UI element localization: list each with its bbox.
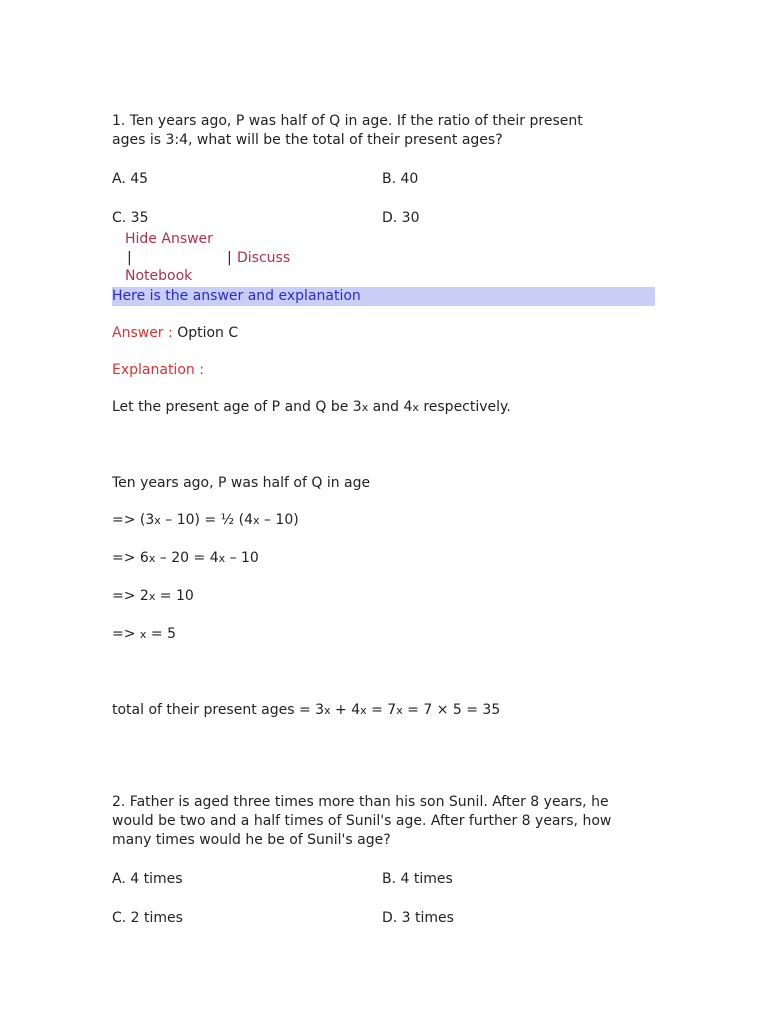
question-2-line-2: would be two and a half times of Sunil's age. After further 8 years, how	[112, 813, 612, 829]
question-1-line-2: ages is 3:4, what will be the total of their present ages?	[112, 132, 503, 148]
link-separator: |	[127, 250, 132, 266]
explanation-line-7: total of their present ages = 3x + 4x = 7x = 7 × 5 = 35	[112, 702, 501, 718]
option-c: C. 35	[112, 210, 149, 226]
explanation-line-1: Let the present age of P and Q be 3x and 4x respectively.	[112, 399, 511, 415]
q2-option-b: B. 4 times	[382, 871, 453, 887]
question-2-line-3: many times would he be of Sunil's age?	[112, 832, 391, 848]
explanation-label: Explanation :	[112, 362, 204, 378]
q2-option-a: A. 4 times	[112, 871, 183, 887]
q2-option-c: C. 2 times	[112, 910, 183, 926]
notebook-link[interactable]: Notebook	[125, 268, 193, 284]
answer-value: Option C	[177, 325, 239, 341]
discuss-separator: |	[227, 250, 232, 266]
question-2-line-1: 2. Father is aged three times more than his son Sunil. After 8 years, he	[112, 794, 609, 810]
discuss-link[interactable]: Discuss	[237, 250, 291, 266]
answer-row	[112, 325, 238, 341]
answer-explanation-bar: Here is the answer and explanation	[112, 287, 655, 306]
answer-label: Answer :	[112, 325, 173, 341]
option-d: D. 30	[382, 210, 420, 226]
question-1-line-1: 1. Ten years ago, P was half of Q in age. If the ratio of their present	[112, 113, 583, 129]
explanation-line-3: => (3x – 10) = ½ (4x – 10)	[112, 512, 299, 528]
option-b: B. 40	[382, 171, 419, 187]
explanation-line-4: => 6x – 20 = 4x – 10	[112, 550, 259, 566]
explanation-line-6: => x = 5	[112, 626, 176, 642]
explanation-line-5: => 2x = 10	[112, 588, 194, 604]
q2-option-d: D. 3 times	[382, 910, 454, 926]
explanation-line-2: Ten years ago, P was half of Q in age	[112, 475, 371, 491]
option-a: A. 45	[112, 171, 149, 187]
hide-answer-link[interactable]: Hide Answer	[125, 231, 213, 247]
